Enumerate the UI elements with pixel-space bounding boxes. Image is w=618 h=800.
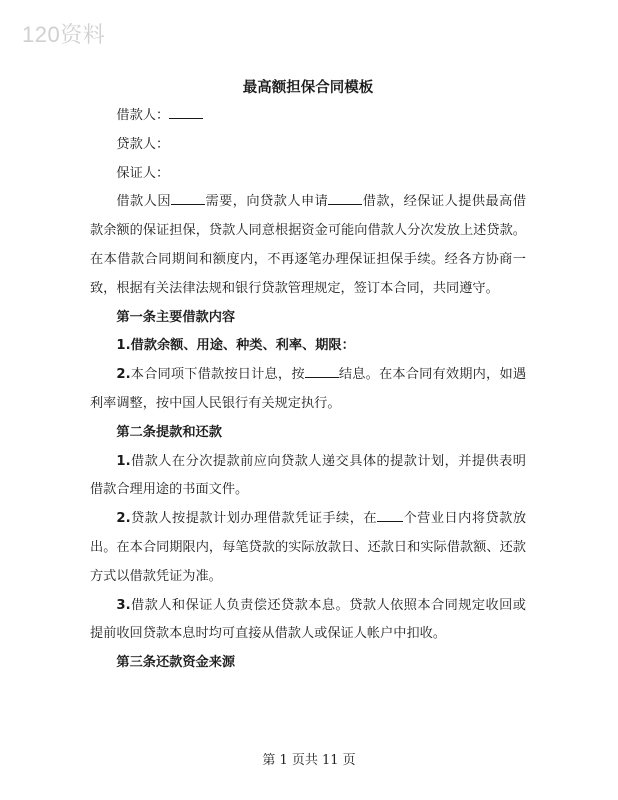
watermark-logo: 120资料	[22, 22, 106, 47]
article2-heading: 第二条提款和还款	[116, 424, 222, 440]
party-guarantor-label: 保证人：	[116, 165, 170, 181]
blank-amount	[328, 191, 362, 206]
article2-item1-text: 借款人在分次提款前应向贷款人递交具体的提款计划，并提供表明借款合理用途的书面文件。	[90, 453, 526, 498]
party-borrower	[90, 102, 526, 131]
blank-settlement	[305, 363, 339, 378]
article2-item3-text: 借款人和保证人负责偿还贷款本息。贷款人依照本合同规定收回或提前收回贷款本息时均可直接从借款人或保证人帐户中扣收。	[90, 597, 526, 642]
article2-item1	[90, 448, 526, 506]
document-body	[90, 78, 526, 678]
article2-item2	[90, 505, 526, 591]
intro-s1: 借款人因	[116, 194, 171, 210]
intro-paragraph	[90, 188, 526, 303]
page-footer: 第 1 页共 11 页	[262, 753, 356, 768]
article1-item2-a: 本合同项下借款按日计息，按	[130, 367, 305, 383]
article2-item3-num: 3.	[116, 597, 131, 613]
blank-purpose	[171, 191, 205, 206]
article1-item2-num: 2.	[116, 367, 131, 383]
blank-borrower	[169, 104, 203, 119]
article3-heading: 第三条还款资金来源	[116, 655, 236, 671]
article1-item2	[90, 361, 526, 419]
party-lender	[90, 131, 526, 160]
article2-item2-num: 2.	[116, 511, 131, 527]
party-lender-label: 贷款人：	[116, 136, 170, 152]
document-title: 最高额担保合同模板	[242, 80, 374, 96]
article2-item3	[90, 592, 526, 650]
intro-s3: 借款，经保证人提供最高借款余额的保证担保，贷款人同意根据资金可能向借款人分次发放上述贷款。在本借款合同期间和额度内，不再逐笔办理保证担保手续。经各方协商一致，根据有关法律法规和银行贷款管理规定，签订本合同，共同遵守。	[90, 194, 527, 296]
article1-item2-b: 结息。在本合同有效期内，如遇利率调整，按中国人民银行有关规定执行。	[90, 367, 527, 411]
blank-days	[377, 507, 403, 522]
article2-item1-num: 1.	[116, 453, 131, 469]
article2-item2-a: 贷款人按提款计划办理借款凭证手续，在	[130, 511, 378, 527]
party-guarantor	[90, 160, 526, 189]
article1-heading: 第一条主要借款内容	[116, 309, 236, 325]
intro-s2: 需要，向贷款人申请	[204, 194, 329, 210]
article2-item2-b: 个营业日内将贷款放出。在本合同期限内，每笔贷款的实际放款日、还款日和实际借款额、还款方式以借款凭证为准。	[90, 511, 527, 584]
party-borrower-label: 借款人：	[116, 108, 170, 123]
article1-item1: 1.借款余额、用途、种类、利率、期限：	[116, 338, 355, 354]
